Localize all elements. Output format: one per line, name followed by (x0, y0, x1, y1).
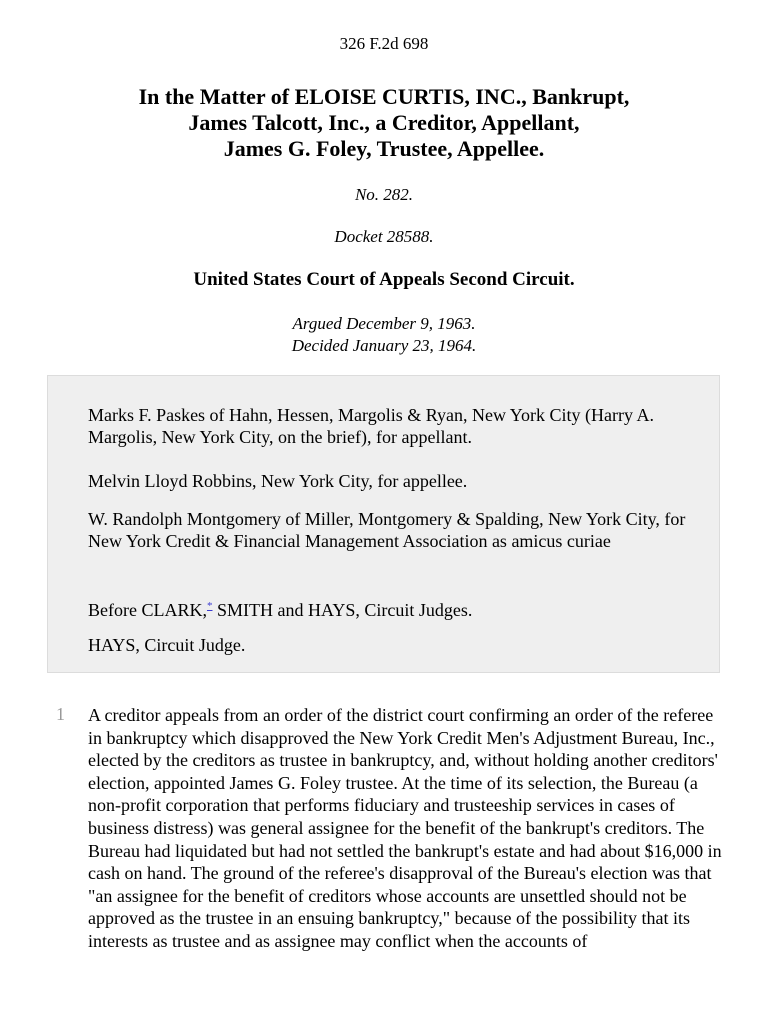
case-number: No. 282. (354, 185, 414, 204)
title-line: James Talcott, Inc., a Creditor, Appellant, (188, 110, 580, 135)
docket-number: Docket 28588. (334, 227, 434, 246)
counsel-amicus: W. Randolph Montgomery of Miller, Montgomery & Spalding, New York City, for New York Credit & Financial Management Association as amicus curiae (88, 509, 686, 551)
court-name: United States Court of Appeals Second Circuit. (193, 269, 575, 290)
citation: 326 F.2d 698 (339, 34, 429, 53)
argued-date: Argued December 9, 1963. (292, 314, 476, 333)
counsel-box (47, 375, 720, 673)
title-line: In the Matter of ELOISE CURTIS, INC., Bankrupt, (138, 84, 630, 109)
counsel-appellant: Marks F. Paskes of Hahn, Hessen, Margolis & Ryan, New York City (Harry A. Margolis, New York City, on the brief), for appellant. (88, 405, 654, 447)
paragraph-text: A creditor appeals from an order of the district court confirming an order of the referee in bankruptcy which disapproved the New York Credit Men's Adjustment Bureau, Inc., elected by the creditors as trustee in bankruptcy, and, without holding another creditors' election, appointed James G. Foley trustee. At the time of its selection, the Bureau (a non-profit corporation that performs fiduciary and trusteeship services in cases of business distress) was general assignee for the benefit of the bankrupt's creditors. The Bureau had liquidated but had not settled the bankrupt's estate and had about $16,000 in cash on hand. The ground of the referee's disapproval of the Bureau's election was that "an assignee for the benefit of creditors whose accounts are unsettled should not be approved as the trustee in an ensuing bankruptcy," because of the possibility that its interests as trustee and as assignee may conflict when the accounts of (88, 705, 722, 951)
counsel-appellee: Melvin Lloyd Robbins, New York City, for appellee. (88, 471, 468, 491)
opinion-author: HAYS, Circuit Judge. (88, 635, 246, 655)
paragraph-number: 1 (56, 704, 65, 724)
title-line: James G. Foley, Trustee, Appellee. (223, 136, 545, 161)
footnote-link[interactable]: * (206, 600, 213, 612)
decided-date: Decided January 23, 1964. (291, 336, 477, 355)
case-title (0, 84, 768, 162)
before-prefix: Before CLARK, (88, 600, 207, 620)
before-suffix: SMITH and HAYS, Circuit Judges. (212, 600, 473, 620)
judges-line (88, 595, 708, 621)
